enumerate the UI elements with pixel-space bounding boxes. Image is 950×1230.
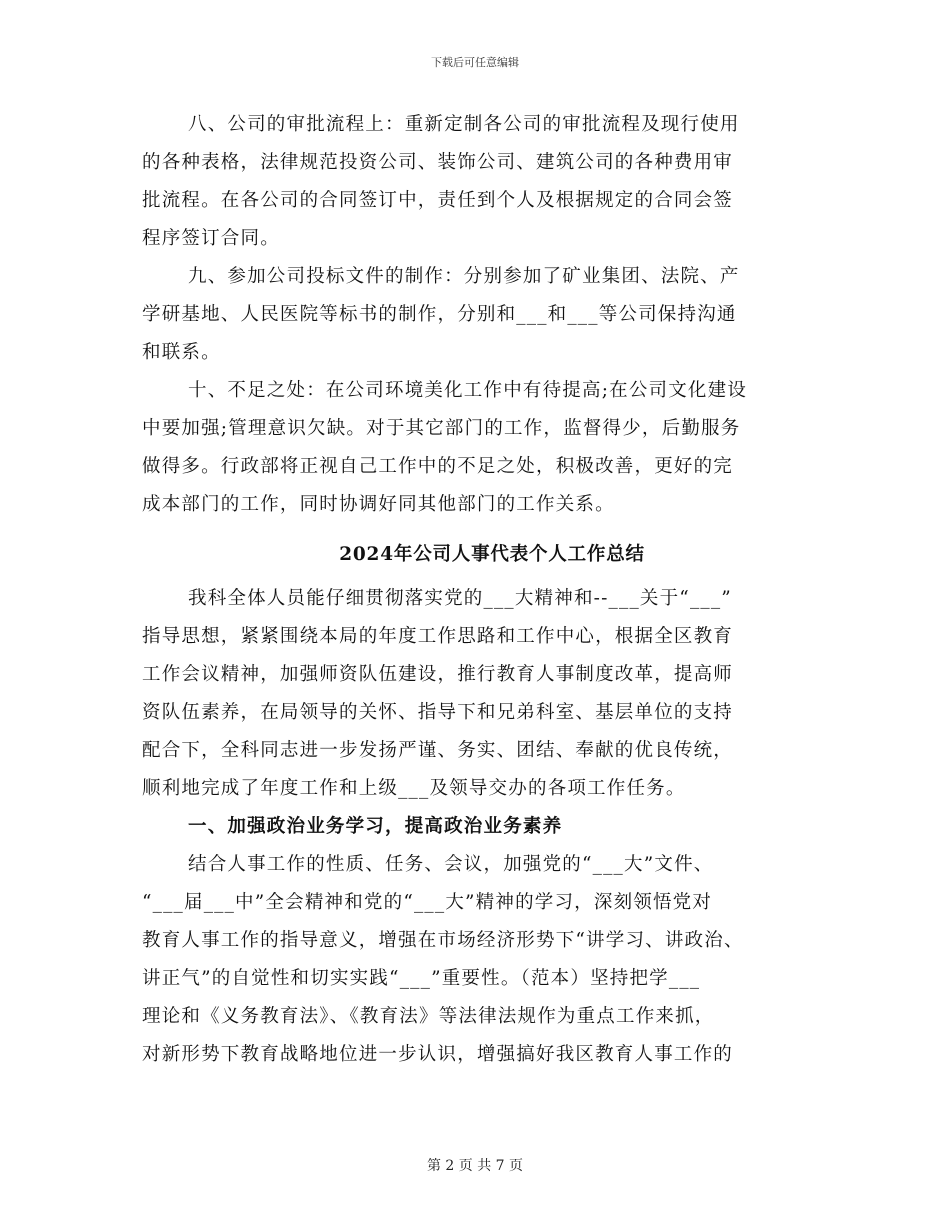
paragraph-line: 十、不足之处：在公司环境美化工作中有待提高;在公司文化建设 xyxy=(188,380,748,401)
paragraph-line: 结合人事工作的性质、任务、会议，加强党的“___大”文件、 xyxy=(188,854,714,875)
paragraph-line: 学研基地、人民医院等标书的制作，分别和___和___等公司保持沟通 xyxy=(142,304,737,325)
paragraph-line: 对新形势下教育战略地位进一步认识，增强搞好我区教育人事工作的 xyxy=(142,1044,734,1065)
paragraph-item-8 xyxy=(142,106,842,258)
paragraph-line: 做得多。行政部将正视自己工作中的不足之处，积极改善，更好的完 xyxy=(142,456,734,477)
paragraph-line: 和联系。 xyxy=(142,342,221,363)
paragraph-line: 我科全体人员能仔细贯彻落实党的___大精神和--___关于“___” xyxy=(188,588,732,609)
document-title: 2024年公司人事代表个人工作总结 xyxy=(339,544,645,565)
paragraph-line: 程序签订合同。 xyxy=(142,228,280,249)
paragraph-line: 顺利地完成了年度工作和上级___及领导交办的各项工作任务。 xyxy=(142,778,686,799)
paragraph-line: 指导思想，紧紧围绕本局的年度工作思路和工作中心，根据全区教育 xyxy=(142,626,734,647)
section-heading: 一、加强政治业务学习，提高政治业务素养 xyxy=(188,816,563,837)
paragraph-item-10 xyxy=(142,372,842,524)
paragraph-line: “___届___中”全会精神和党的“___大”精神的学习，深刻领悟党对 xyxy=(142,892,713,913)
paragraph-item-9 xyxy=(142,258,842,372)
paragraph-line: 教育人事工作的指导意义，增强在市场经济形势下“讲学习、讲政治、 xyxy=(142,930,744,951)
paragraph-line: 批流程。在各公司的合同签订中，责任到个人及根据规定的合同会签 xyxy=(142,190,734,211)
document-body xyxy=(142,106,842,1074)
paragraph-line: 的各种表格，法律规范投资公司、装饰公司、建筑公司的各种费用审 xyxy=(142,152,734,173)
paragraph-line: 工作会议精神，加强师资队伍建设，推行教育人事制度改革，提高师 xyxy=(142,664,734,685)
paragraph-line: 配合下，全科同志进一步发扬严谨、务实、团结、奉献的优良传统， xyxy=(142,740,734,761)
page-number: 第 2 页 共 7 页 xyxy=(426,1158,524,1174)
paragraph-line: 中要加强;管理意识欠缺。对于其它部门的工作，监督得少，后勤服务 xyxy=(142,418,741,439)
paragraph-line: 理论和《义务教育法》、《教育法》等法律法规作为重点工作来抓， xyxy=(142,1006,715,1027)
paragraph-section-1 xyxy=(142,846,842,1074)
header-note: 下载后可任意编辑 xyxy=(431,56,519,69)
paragraph-line: 讲正气”的自觉性和切实实践“___”重要性。（范本）坚持把学___ xyxy=(142,968,701,989)
paragraph-intro xyxy=(142,580,842,808)
paragraph-line: 九、参加公司投标文件的制作：分别参加了矿业集团、法院、产 xyxy=(188,266,740,287)
paragraph-line: 成本部门的工作，同时协调好同其他部门的工作关系。 xyxy=(142,494,615,515)
paragraph-line: 八、公司的审批流程上：重新定制各公司的审批流程及现行使用 xyxy=(188,114,740,135)
paragraph-line: 资队伍素养，在局领导的关怀、指导下和兄弟科室、基层单位的支持 xyxy=(142,702,734,723)
